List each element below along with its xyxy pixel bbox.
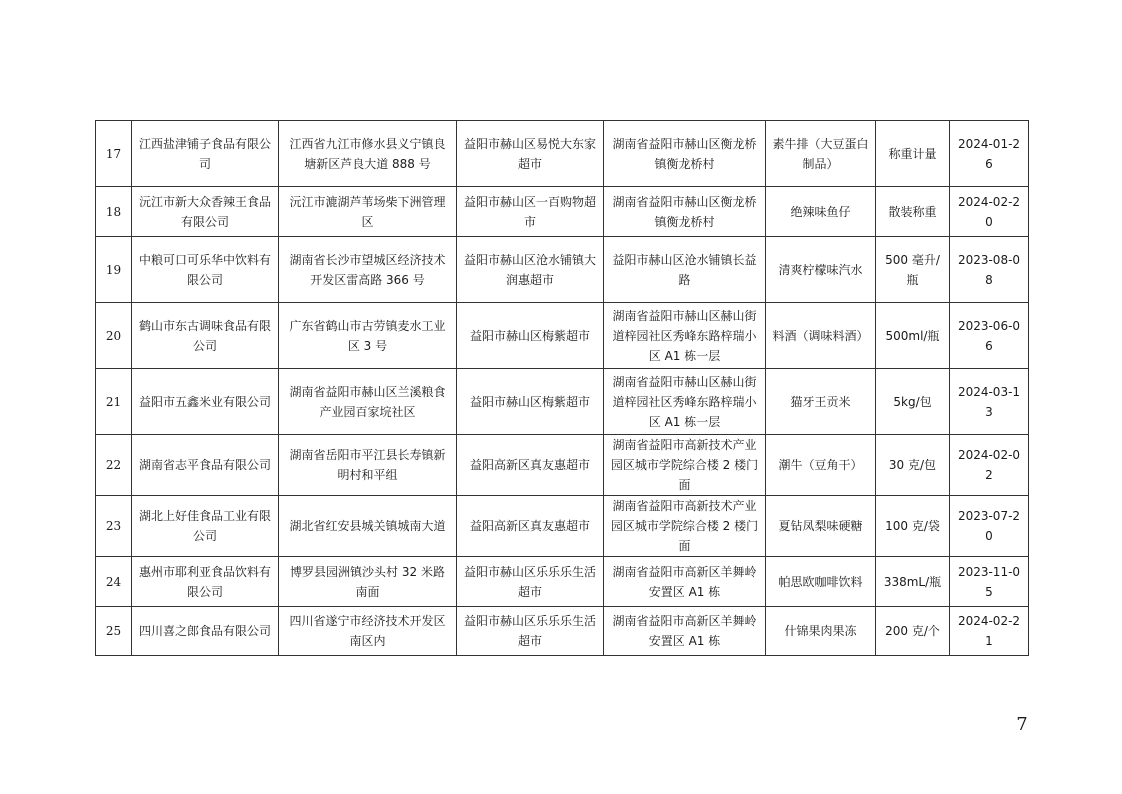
cell-date: 2023-07-20 — [950, 496, 1029, 557]
cell-seller: 益阳高新区真友惠超市 — [457, 435, 604, 496]
cell-no: 25 — [96, 607, 132, 656]
cell-product: 帕思欧咖啡饮料 — [766, 557, 876, 607]
cell-no: 20 — [96, 303, 132, 369]
cell-date: 2024-02-20 — [950, 187, 1029, 237]
cell-seller: 益阳高新区真友惠超市 — [457, 496, 604, 557]
cell-seller: 益阳市赫山区乐乐乐生活超市 — [457, 607, 604, 656]
cell-seller-address: 湖南省益阳市高新区羊舞岭安置区 A1 栋 — [604, 557, 766, 607]
cell-date: 2024-03-13 — [950, 369, 1029, 435]
cell-manufacturer: 沅江市新大众香辣王食品有限公司 — [132, 187, 279, 237]
cell-spec: 100 克/袋 — [876, 496, 950, 557]
table-row — [96, 121, 1029, 187]
cell-seller-address: 湖南省益阳市高新技术产业园区城市学院综合楼 2 楼门面 — [604, 496, 766, 557]
cell-manufacturer-address: 广东省鹤山市古劳镇麦水工业区 3 号 — [279, 303, 457, 369]
cell-no: 22 — [96, 435, 132, 496]
cell-manufacturer: 湖南省志平食品有限公司 — [132, 435, 279, 496]
cell-spec: 称重计量 — [876, 121, 950, 187]
cell-manufacturer-address: 博罗县园洲镇沙头村 32 米路南面 — [279, 557, 457, 607]
cell-no: 21 — [96, 369, 132, 435]
cell-seller: 益阳市赫山区一百购物超市 — [457, 187, 604, 237]
cell-seller-address: 湖南省益阳市高新技术产业园区城市学院综合楼 2 楼门面 — [604, 435, 766, 496]
cell-product: 夏钻凤梨味硬糖 — [766, 496, 876, 557]
cell-manufacturer: 惠州市耶利亚食品饮料有限公司 — [132, 557, 279, 607]
cell-manufacturer-address: 湖南省益阳市赫山区兰溪粮食产业园百家垸社区 — [279, 369, 457, 435]
cell-seller: 益阳市赫山区沧水铺镇大润惠超市 — [457, 237, 604, 303]
cell-manufacturer-address: 江西省九江市修水县义宁镇良塘新区芦良大道 888 号 — [279, 121, 457, 187]
cell-date: 2024-01-26 — [950, 121, 1029, 187]
table-row — [96, 187, 1029, 237]
cell-date: 2023-11-05 — [950, 557, 1029, 607]
cell-product: 什锦果肉果冻 — [766, 607, 876, 656]
cell-date: 2024-02-02 — [950, 435, 1029, 496]
cell-manufacturer: 中粮可口可乐华中饮料有限公司 — [132, 237, 279, 303]
cell-seller: 益阳市赫山区梅紫超市 — [457, 369, 604, 435]
table-row — [96, 237, 1029, 303]
table-row — [96, 303, 1029, 369]
cell-manufacturer: 益阳市五鑫米业有限公司 — [132, 369, 279, 435]
cell-no: 17 — [96, 121, 132, 187]
cell-product: 清爽柠檬味汽水 — [766, 237, 876, 303]
cell-seller-address: 益阳市赫山区沧水铺镇长益路 — [604, 237, 766, 303]
cell-manufacturer-address: 湖北省红安县城关镇城南大道 — [279, 496, 457, 557]
table-body — [96, 121, 1029, 656]
cell-seller-address: 湖南省益阳市赫山区赫山街道梓园社区秀峰东路梓瑞小区 A1 栋一层 — [604, 369, 766, 435]
cell-spec: 338mL/瓶 — [876, 557, 950, 607]
cell-seller: 益阳市赫山区易悦大东家超市 — [457, 121, 604, 187]
cell-manufacturer-address: 湖南省岳阳市平江县长寿镇新明村和平组 — [279, 435, 457, 496]
cell-seller-address: 湖南省益阳市赫山区赫山街道梓园社区秀峰东路梓瑞小区 A1 栋一层 — [604, 303, 766, 369]
cell-manufacturer: 四川喜之郎食品有限公司 — [132, 607, 279, 656]
cell-no: 19 — [96, 237, 132, 303]
cell-seller-address: 湖南省益阳市高新区羊舞岭安置区 A1 栋 — [604, 607, 766, 656]
cell-spec: 500ml/瓶 — [876, 303, 950, 369]
cell-product: 潮牛（豆角干） — [766, 435, 876, 496]
cell-spec: 500 毫升/瓶 — [876, 237, 950, 303]
cell-product: 绝辣味鱼仔 — [766, 187, 876, 237]
cell-seller-address: 湖南省益阳市赫山区衡龙桥镇衡龙桥村 — [604, 187, 766, 237]
table-row — [96, 435, 1029, 496]
cell-date: 2023-06-06 — [950, 303, 1029, 369]
cell-spec: 30 克/包 — [876, 435, 950, 496]
cell-seller-address: 湖南省益阳市赫山区衡龙桥镇衡龙桥村 — [604, 121, 766, 187]
page-number: 7 — [1016, 714, 1028, 735]
cell-no: 18 — [96, 187, 132, 237]
cell-spec: 5kg/包 — [876, 369, 950, 435]
cell-product: 料酒（调味料酒） — [766, 303, 876, 369]
cell-manufacturer: 湖北上好佳食品工业有限公司 — [132, 496, 279, 557]
product-inspection-table — [95, 120, 1029, 656]
table-row — [96, 557, 1029, 607]
cell-seller: 益阳市赫山区梅紫超市 — [457, 303, 604, 369]
cell-manufacturer-address: 湖南省长沙市望城区经济技术开发区雷高路 366 号 — [279, 237, 457, 303]
cell-manufacturer: 鹤山市东古调味食品有限公司 — [132, 303, 279, 369]
cell-manufacturer-address: 四川省遂宁市经济技术开发区南区内 — [279, 607, 457, 656]
cell-manufacturer: 江西盐津铺子食品有限公司 — [132, 121, 279, 187]
cell-date: 2023-08-08 — [950, 237, 1029, 303]
cell-no: 23 — [96, 496, 132, 557]
cell-seller: 益阳市赫山区乐乐乐生活超市 — [457, 557, 604, 607]
cell-no: 24 — [96, 557, 132, 607]
table-row — [96, 496, 1029, 557]
table-row — [96, 607, 1029, 656]
cell-product: 猫牙王贡米 — [766, 369, 876, 435]
cell-manufacturer-address: 沅江市漉湖芦苇场柴下洲管理区 — [279, 187, 457, 237]
cell-product: 素牛排（大豆蛋白制品） — [766, 121, 876, 187]
table-row — [96, 369, 1029, 435]
cell-spec: 200 克/个 — [876, 607, 950, 656]
cell-spec: 散装称重 — [876, 187, 950, 237]
cell-date: 2024-02-21 — [950, 607, 1029, 656]
